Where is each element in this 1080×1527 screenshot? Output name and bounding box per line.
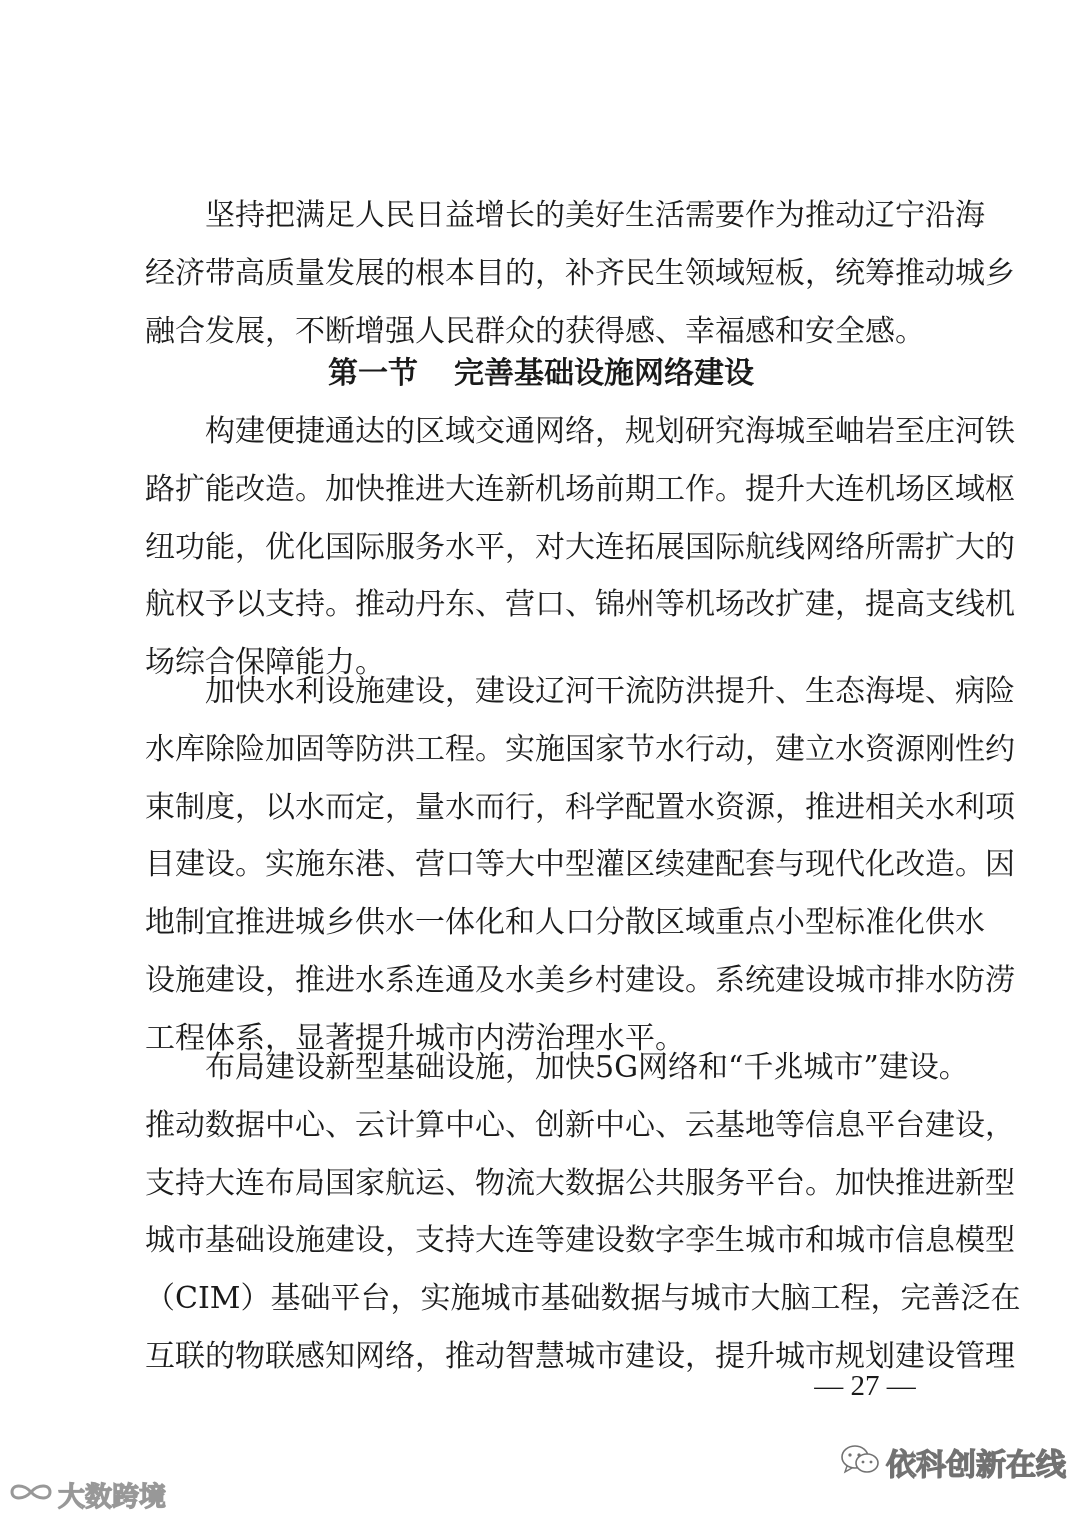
watermark-right — [840, 1440, 1066, 1484]
paragraph-line: 目建设。实施东港、营口等大中型灌区续建配套与现代化改造。因 — [145, 847, 1015, 883]
paragraph-line: 水库除险加固等防洪工程。实施国家节水行动，建立水资源刚性约 — [145, 731, 1015, 767]
paragraph-line: 航权予以支持。推动丹东、营口、锦州等机场改扩建，提高支线机 — [145, 587, 1015, 623]
paragraph-1 — [145, 187, 1015, 360]
paragraph-line: 城市基础设施建设，支持大连等建设数字孪生城市和城市信息模型 — [145, 1223, 1015, 1259]
paragraph-line: 坚持把满足人民日益增长的美好生活需要作为推动辽宁沿海 — [205, 198, 985, 233]
wechat-icon — [840, 1443, 880, 1481]
paragraph-line: 地制宜推进城乡供水一体化和人口分散区域重点小型标准化供水 — [145, 905, 985, 941]
paragraph-line: 纽功能，优化国际服务水平，对大连拓展国际航线网络所需扩大的 — [145, 529, 1015, 565]
section-title: 完善基础设施网络建设 — [454, 356, 754, 391]
paragraph-line: 设施建设，推进水系连通及水美乡村建设。系统建设城市排水防涝 — [145, 962, 1015, 998]
paragraph-4 — [145, 1039, 1021, 1386]
paragraph-line: （CIM）基础平台，实施城市基础数据与城市大脑工程，完善泛在 — [145, 1281, 1021, 1317]
paragraph-line: 束制度，以水而定，量水而行，科学配置水资源，推进相关水利项 — [145, 789, 1015, 825]
section-heading — [145, 345, 937, 403]
paragraph-line: 互联的物联感知网络，推动智慧城市建设，提升城市规划建设管理 — [145, 1338, 1015, 1374]
watermark-right-text: 依科创新在线 — [886, 1448, 1066, 1483]
paragraph-line: 加快水利设施建设，建设辽河干流防洪提升、生态海堤、病险 — [205, 674, 1015, 709]
paragraph-line: 构建便捷通达的区域交通网络，规划研究海城至岫岩至庄河铁 — [205, 414, 1015, 449]
paragraph-line: 融合发展，不断增强人民群众的获得感、幸福感和安全感。 — [145, 313, 925, 349]
paragraph-line: 经济带高质量发展的根本目的，补齐民生领域短板，统筹推动城乡 — [145, 255, 1015, 291]
paragraph-line: 路扩能改造。加快推进大连新机场前期工作。提升大连机场区域枢 — [145, 471, 1015, 507]
infinity-logo-icon — [8, 1479, 54, 1509]
section-number: 第一节 — [328, 356, 418, 391]
paragraph-line: 支持大连布局国家航运、物流大数据公共服务平台。加快推进新型 — [145, 1165, 1015, 1201]
paragraph-line: 场综合保障能力。 — [145, 645, 385, 681]
page-number: — 27 — — [814, 1370, 916, 1402]
paragraph-line: 工程体系，显著提升城市内涝治理水平。 — [145, 1020, 685, 1056]
paragraph-line: 布局建设新型基础设施，加快5G网络和“千兆城市”建设。 — [205, 1050, 969, 1085]
paragraph-line: 推动数据中心、云计算中心、创新中心、云基地等信息平台建设， — [145, 1107, 1015, 1143]
watermark-left — [8, 1474, 166, 1514]
watermark-left-text: 大数跨境 — [58, 1481, 166, 1513]
